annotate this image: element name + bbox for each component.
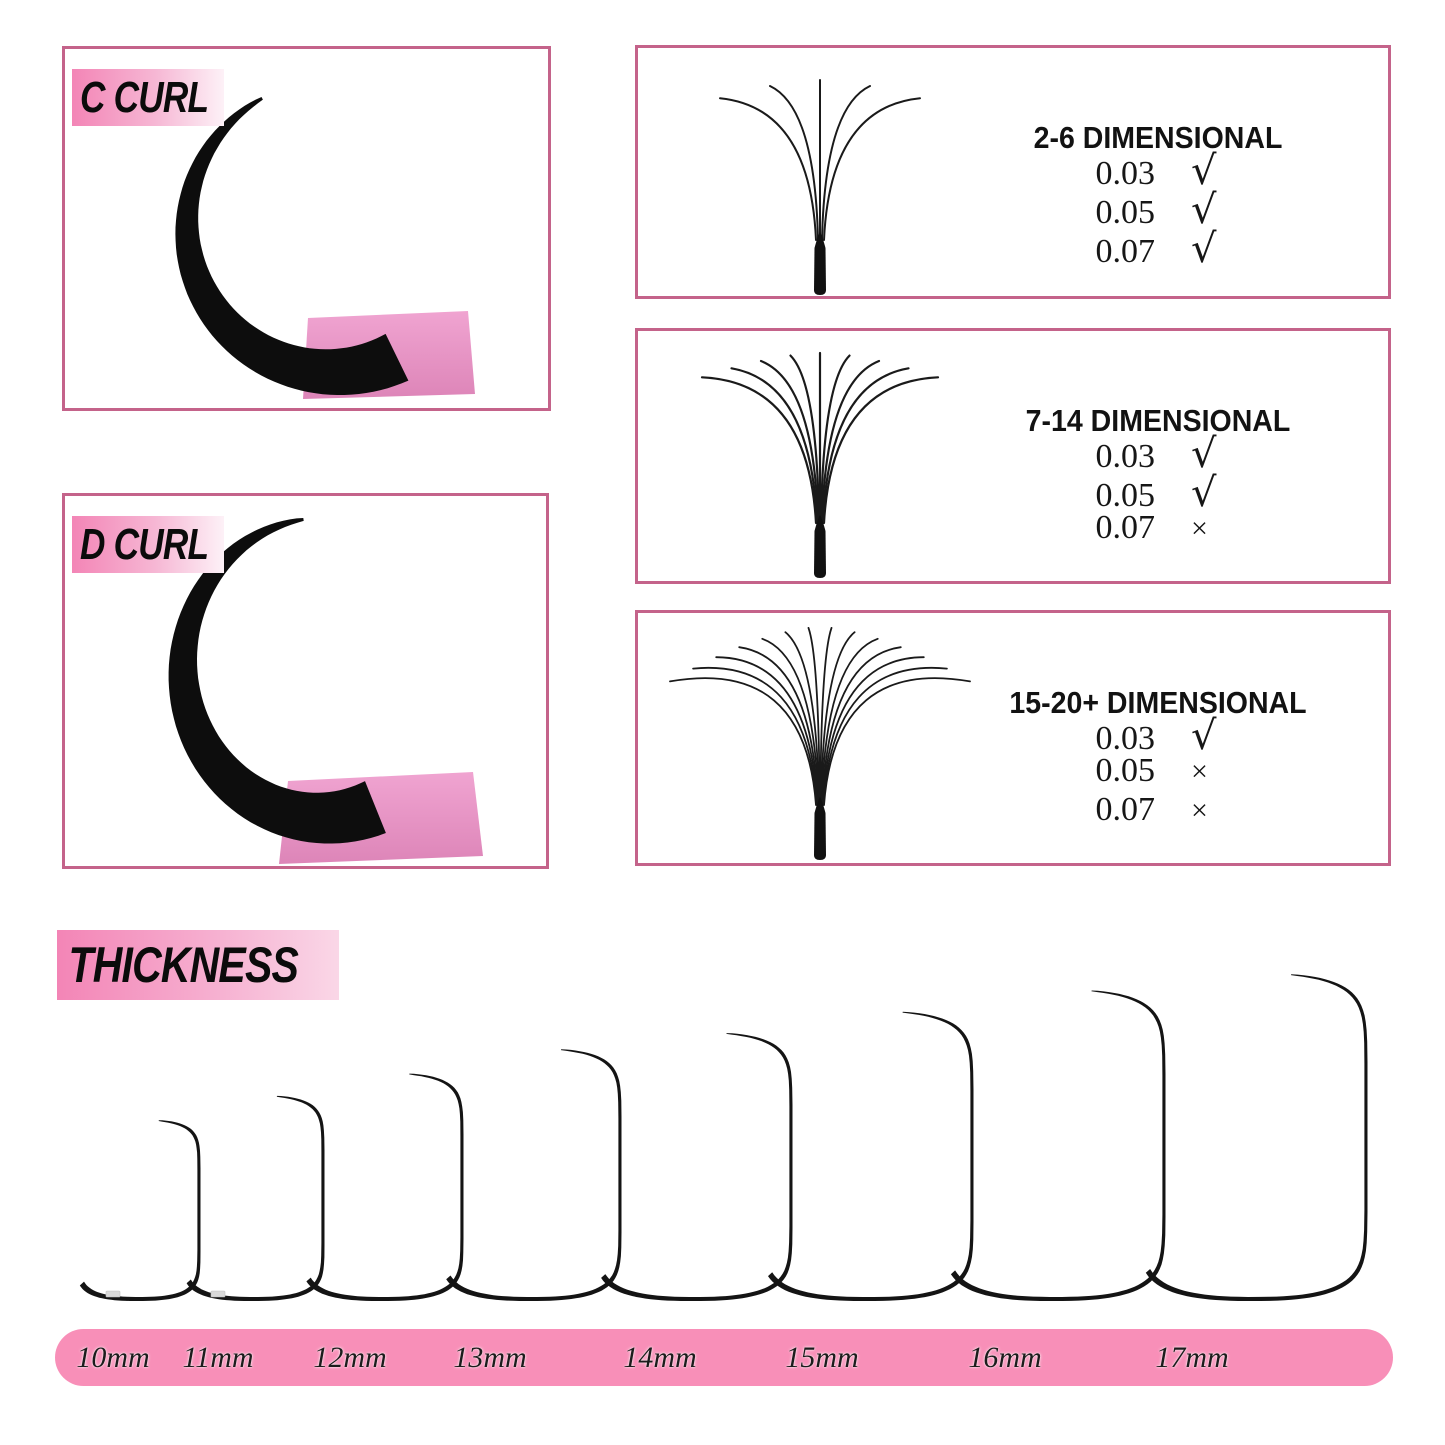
spec-row: [948, 791, 1368, 830]
thickness-curve: [601, 1033, 792, 1301]
cross-mark: ×: [1191, 512, 1208, 545]
thickness-value: 0.03: [1095, 438, 1155, 475]
check-mark: √: [1191, 187, 1217, 233]
length-label: 12mm: [313, 1340, 387, 1374]
curl-lash-stroke: [175, 97, 408, 395]
spec-row: [948, 509, 1368, 548]
cross-mark: ×: [1191, 755, 1208, 788]
d-curl-card: [62, 493, 549, 869]
thickness-title-text: THICKNESS: [68, 937, 299, 993]
lash-fan-icon: [650, 335, 990, 585]
fan-stem: [814, 515, 826, 578]
lash-strand: [824, 98, 920, 240]
lash-strand: [720, 98, 816, 240]
fan-stem: [814, 232, 826, 295]
spec-rows: [948, 713, 1368, 830]
check-mark: √: [1191, 470, 1217, 516]
spec-row: [948, 148, 1368, 194]
spec-rows: [948, 431, 1368, 548]
thickness-curve: [80, 1120, 201, 1301]
thickness-curves-image: [50, 960, 1420, 1315]
spec-row: [948, 226, 1368, 272]
lash-fan-icon: [650, 52, 990, 302]
lash-fan-icon: [650, 617, 990, 867]
lash-strand: [822, 639, 878, 805]
tape-dot: [211, 1291, 225, 1297]
check-mark: √: [1191, 226, 1217, 272]
length-scale-bar: [55, 1329, 1393, 1386]
dimension-card-title: 2-6 DIMENSIONAL: [1033, 119, 1283, 155]
lash-strand: [762, 639, 818, 805]
dimension-card-15-20: [635, 610, 1391, 866]
thickness-curve: [1146, 974, 1368, 1301]
spec-row: [948, 752, 1368, 791]
dimension-card-7-14: [635, 328, 1391, 584]
length-label: 13mm: [453, 1340, 527, 1374]
length-label: 16mm: [968, 1340, 1042, 1374]
length-label: 15mm: [785, 1340, 859, 1374]
thickness-curve: [446, 1049, 621, 1301]
lash-strand: [732, 368, 818, 523]
length-label: 10mm: [76, 1340, 150, 1374]
spec-rows: [948, 148, 1368, 272]
thickness-value: 0.05: [1095, 477, 1155, 514]
thickness-value: 0.07: [1095, 233, 1155, 270]
thickness-value: 0.03: [1095, 720, 1155, 757]
check-mark: √: [1191, 713, 1217, 759]
thickness-value: 0.07: [1095, 791, 1155, 828]
lash-strand: [670, 678, 816, 805]
length-label: 14mm: [623, 1340, 697, 1374]
dimension-card-title: 7-14 DIMENSIONAL: [1025, 402, 1291, 438]
c-curl-label: [72, 69, 224, 126]
spec-row: [948, 431, 1368, 477]
fan-stem: [814, 797, 826, 860]
tape-dot: [106, 1291, 120, 1297]
d-curl-label: [72, 516, 224, 573]
check-mark: √: [1191, 431, 1217, 477]
length-label: 11mm: [182, 1340, 254, 1374]
length-label: 17mm: [1155, 1340, 1229, 1374]
lash-strand: [823, 368, 909, 523]
thickness-curve: [768, 1012, 974, 1301]
c-curl-label-text: C CURL: [80, 72, 209, 122]
lash-strand: [824, 377, 938, 523]
spec-row: [948, 713, 1368, 759]
spec-row: [948, 470, 1368, 516]
lash-strand: [702, 377, 816, 523]
d-curl-label-text: D CURL: [80, 519, 209, 569]
thickness-curve: [951, 991, 1166, 1302]
lash-strand: [822, 86, 870, 240]
dimension-card-title: 15-20+ DIMENSIONAL: [1009, 684, 1307, 720]
thickness-value: 0.07: [1095, 509, 1155, 546]
thickness-value: 0.05: [1095, 752, 1155, 789]
spec-row: [948, 187, 1368, 233]
thickness-curve: [306, 1074, 463, 1301]
check-mark: √: [1191, 148, 1217, 194]
thickness-curve: [187, 1096, 325, 1301]
thickness-value: 0.03: [1095, 155, 1155, 192]
thickness-value: 0.05: [1095, 194, 1155, 231]
cross-mark: ×: [1191, 794, 1208, 827]
dimension-card-2-6: [635, 45, 1391, 299]
c-curl-card: [62, 46, 551, 411]
lash-strand: [770, 86, 818, 240]
